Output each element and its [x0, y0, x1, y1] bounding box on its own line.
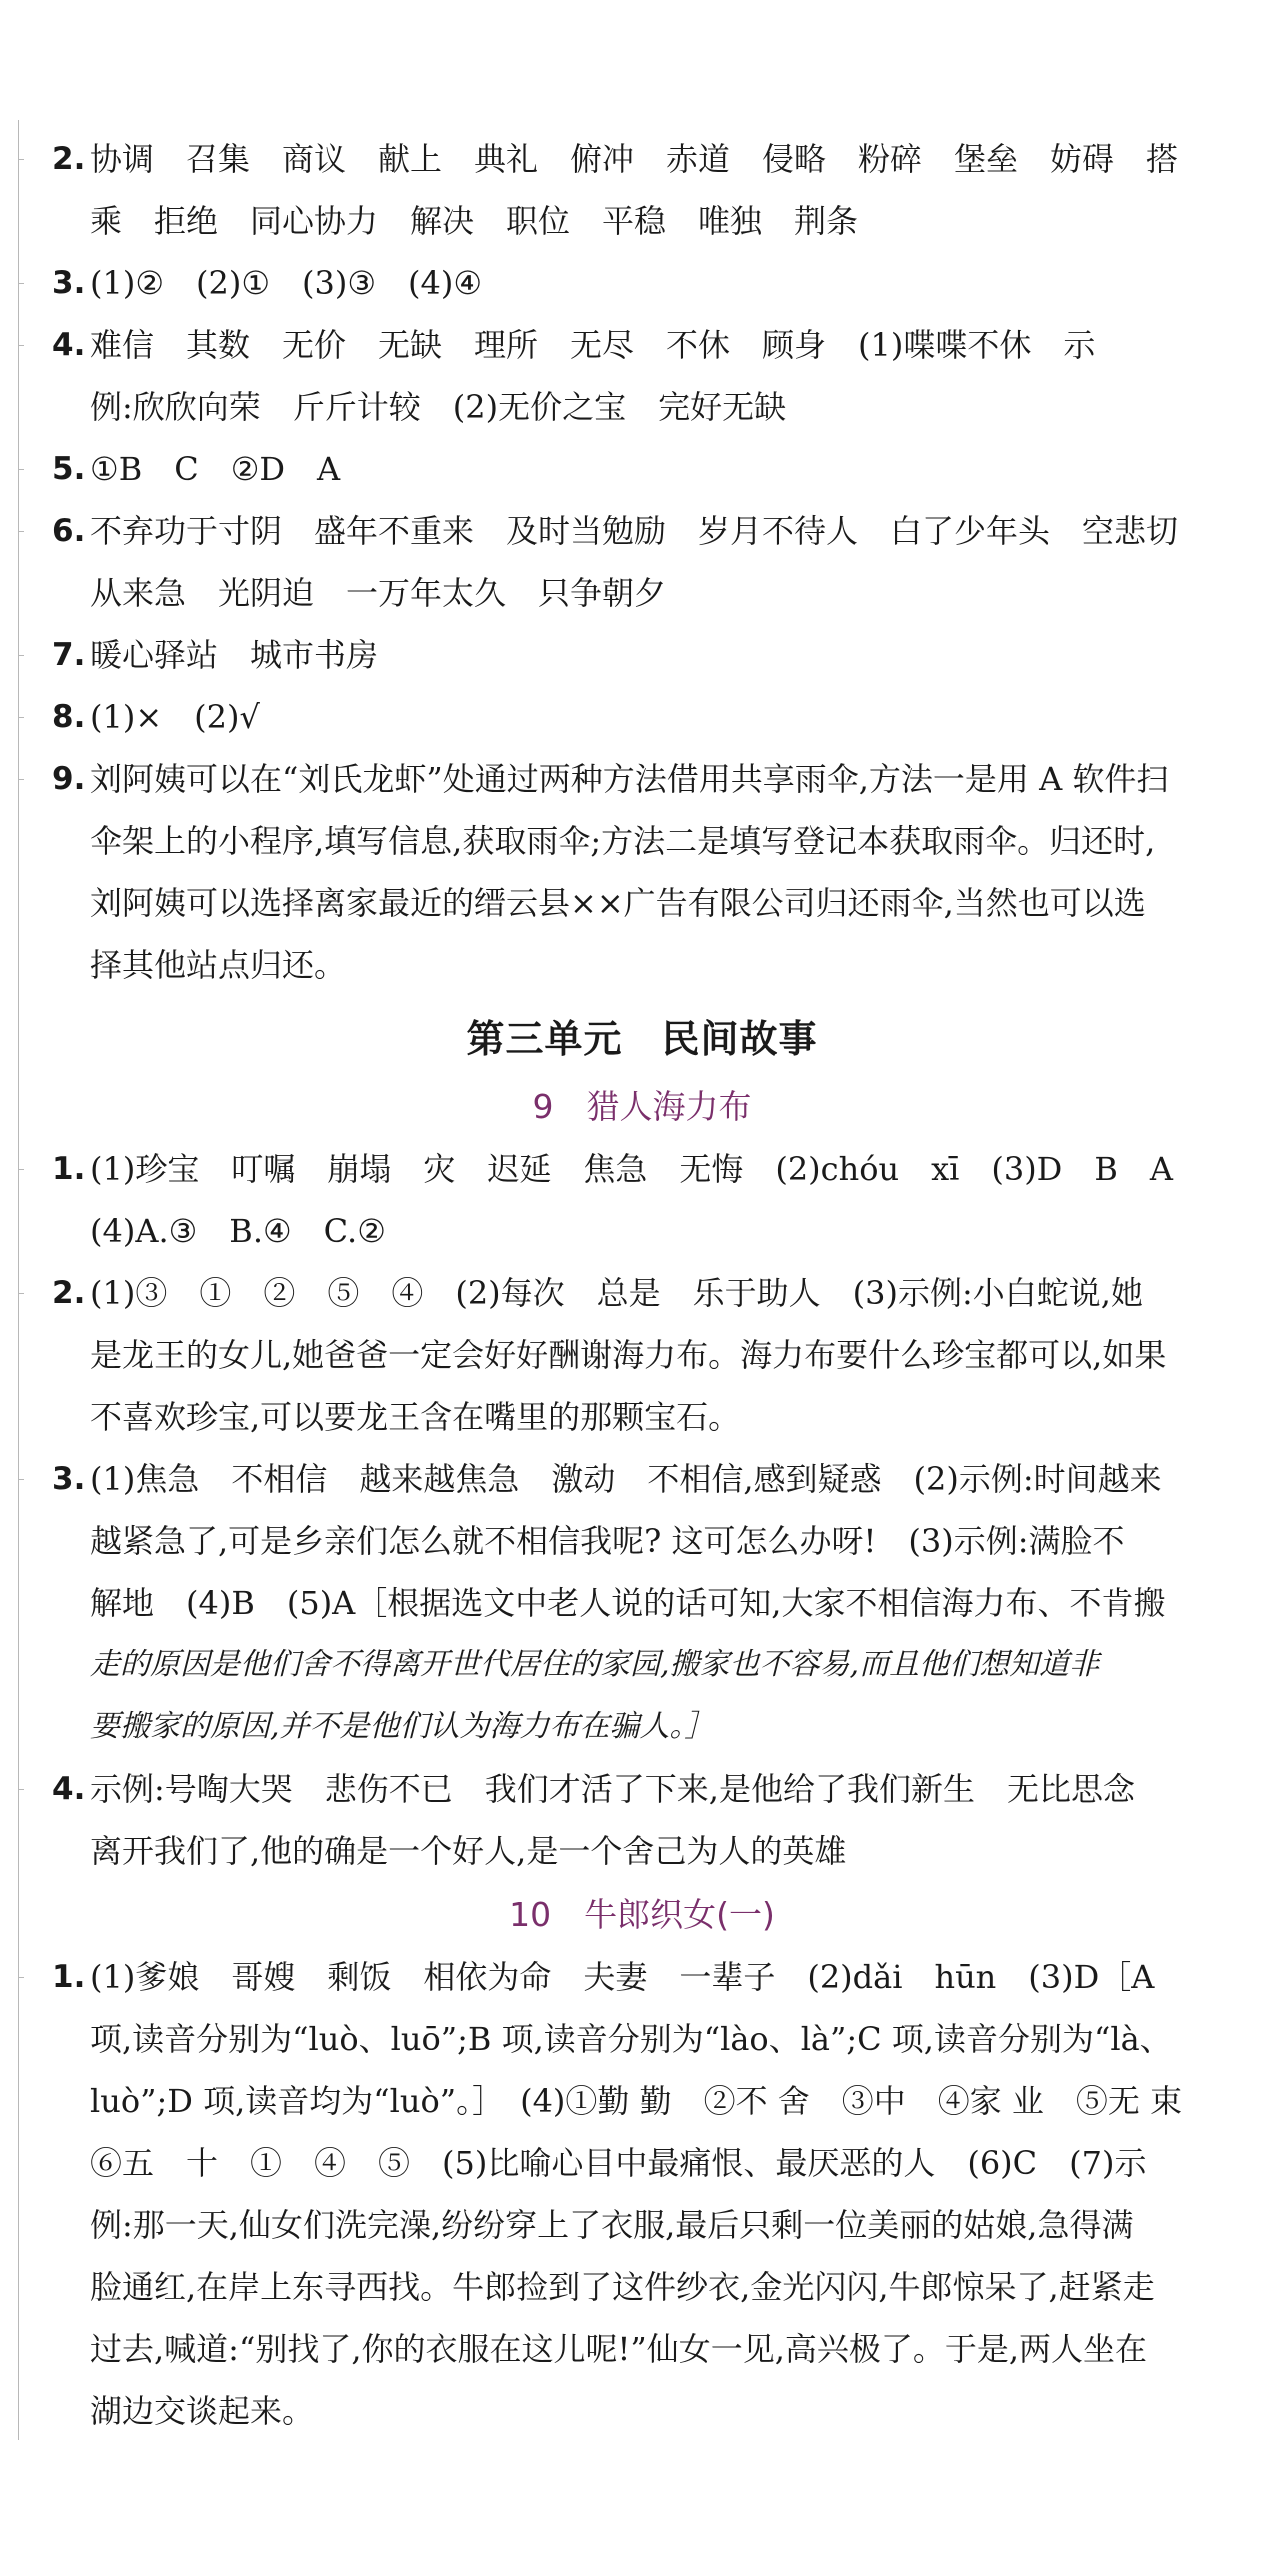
answer-line: 协调 召集 商议 献上 典礼 俯冲 赤道 侵略 粉碎 堡垒 妨碍 搭: [90, 140, 1179, 178]
section-prev-unit-answers: [52, 128, 1232, 996]
item-number: 1.: [52, 1959, 86, 1995]
answer-line: 要搬家的原因,并不是他们认为海力布在骗人。］: [90, 1709, 715, 1744]
margin-tick: [18, 1293, 24, 1294]
answer-line: 例:那一天,仙女们洗完澡,纷纷穿上了衣服,最后只剩一位美丽的姑娘,急得满: [90, 2206, 1134, 2244]
lesson-9-answers: [52, 1138, 1232, 1882]
answer-line: (4)A.③ B.④ C.②: [90, 1212, 386, 1250]
answer-line: 不喜欢珍宝,可以要龙王含在嘴里的那颗宝石。: [90, 1398, 741, 1436]
answer-item: [52, 1262, 1232, 1448]
answer-line: 示例:号啕大哭 悲伤不已 我们才活了下来,是他给了我们新生 无比思念: [90, 1770, 1135, 1808]
answer-content: [52, 128, 1232, 2442]
margin-tick: [18, 1169, 24, 1170]
answer-line: 解地 (4)B (5)A［根据选文中老人说的话可知,大家不相信海力布、不肯搬: [90, 1584, 1166, 1622]
margin-tick: [18, 469, 24, 470]
answer-line: ①B C ②D A: [90, 450, 341, 488]
answer-line: 过去,喊道:“别找了,你的衣服在这儿呢!”仙女一见,高兴极了。于是,两人坐在: [90, 2330, 1148, 2368]
answer-line: 脸通红,在岸上东寻西找。牛郎捡到了这件纱衣,金光闪闪,牛郎惊呆了,赶紧走: [90, 2268, 1155, 2306]
margin-tick: [18, 1977, 24, 1978]
answer-line: (1)珍宝 叮嘱 崩塌 灾 迟延 焦急 无悔 (2)chóu xī (3)D B A: [90, 1150, 1173, 1188]
item-number: 3.: [52, 265, 86, 301]
answer-line: 例:欣欣向荣 斤斤计较 (2)无价之宝 完好无缺: [90, 388, 787, 426]
item-number: 1.: [52, 1151, 86, 1187]
margin-tick: [18, 1789, 24, 1790]
lesson-10-title: 10 牛郎织女(一): [509, 1895, 775, 1934]
item-number: 3.: [52, 1461, 86, 1497]
item-number: 4.: [52, 327, 86, 363]
answer-line: 走的原因是他们舍不得离开世代居住的家园,搬家也不容易,而且他们想知道非: [90, 1647, 1100, 1682]
margin-rule: [18, 120, 19, 2440]
answer-line: 伞架上的小程序,填写信息,获取雨伞;方法二是填写登记本获取雨伞。归还时,: [90, 822, 1156, 860]
answer-line: 不弃功于寸阴 盛年不重来 及时当勉励 岁月不待人 白了少年头 空悲切: [90, 512, 1179, 550]
answer-item: [52, 1138, 1232, 1262]
answer-line: 乘 拒绝 同心协力 解决 职位 平稳 唯独 荆条: [90, 202, 859, 240]
item-number: 2.: [52, 1275, 86, 1311]
answer-item: [52, 1448, 1232, 1758]
item-number: 5.: [52, 451, 86, 487]
margin-tick: [18, 655, 24, 656]
answer-line: (1)② (2)① (3)③ (4)④: [90, 264, 483, 302]
item-number: 2.: [52, 141, 86, 177]
answer-line: 刘阿姨可以选择离家最近的缙云县××广告有限公司归还雨伞,当然也可以选: [90, 884, 1146, 922]
answer-line: ⑥五 十 ① ④ ⑤ (5)比喻心目中最痛恨、最厌恶的人 (6)C (7)示: [90, 2144, 1147, 2182]
answer-line: (1)③ ① ② ⑤ ④ (2)每次 总是 乐于助人 (3)示例:小白蛇说,她: [90, 1274, 1143, 1312]
answer-line: 暖心驿站 城市书房: [90, 636, 379, 674]
item-number: 7.: [52, 637, 86, 673]
answer-line: 项,读音分别为“luò、luō”;B 项,读音分别为“lào、là”;C 项,读音分别为“là、: [90, 2020, 1172, 2058]
item-number: 9.: [52, 761, 86, 797]
margin-tick: [18, 717, 24, 718]
answer-line: 从来急 光阴迫 一万年太久 只争朝夕: [90, 574, 667, 612]
unit-title: 第三单元 民间故事: [466, 1017, 818, 1061]
answer-item: [52, 748, 1232, 996]
margin-tick: [18, 159, 24, 160]
answer-line: 离开我们了,他的确是一个好人,是一个舍己为人的英雄: [90, 1832, 847, 1870]
answer-line: 是龙王的女儿,她爸爸一定会好好酬谢海力布。海力布要什么珍宝都可以,如果: [90, 1336, 1167, 1374]
answer-line: 难信 其数 无价 无缺 理所 无尽 不休 顾身 (1)喋喋不休 示: [90, 326, 1096, 364]
answer-line: 刘阿姨可以在“刘氏龙虾”处通过两种方法借用共享雨伞,方法一是用 A 软件扫: [90, 760, 1169, 798]
answer-line: (1)爹娘 哥嫂 剩饭 相依为命 夫妻 一辈子 (2)dǎi hūn (3)D［A: [90, 1958, 1155, 1996]
item-number: 6.: [52, 513, 86, 549]
margin-tick: [18, 779, 24, 780]
answer-item: [52, 128, 1232, 252]
answer-item: [52, 686, 1232, 748]
answer-line: luò”;D 项,读音均为“luò”。］ (4)①勤 勤 ②不 舍 ③中 ④家 业 ⑤无 束: [90, 2082, 1183, 2120]
answer-item: [52, 438, 1232, 500]
lesson-10-answers: [52, 1946, 1232, 2442]
answer-line: 择其他站点归还。: [90, 946, 347, 984]
answer-item: [52, 252, 1232, 314]
item-number: 8.: [52, 699, 86, 735]
answer-item: [52, 1946, 1232, 2442]
answer-item: [52, 500, 1232, 624]
item-number: 4.: [52, 1771, 86, 1807]
answer-item: [52, 624, 1232, 686]
margin-tick: [18, 283, 24, 284]
answer-item: [52, 314, 1232, 438]
answer-line: (1)× (2)√: [90, 698, 260, 736]
margin-tick: [18, 531, 24, 532]
lesson-9-title: 9 猎人海力布: [532, 1087, 752, 1126]
answer-line: 湖边交谈起来。: [90, 2392, 315, 2430]
margin-tick: [18, 345, 24, 346]
margin-tick: [18, 1479, 24, 1480]
answer-item: [52, 1758, 1232, 1882]
answer-line: 越紧急了,可是乡亲们怎么就不相信我呢? 这可怎么办呀! (3)示例:满脸不: [90, 1522, 1125, 1560]
answer-line: (1)焦急 不相信 越来越焦急 激动 不相信,感到疑惑 (2)示例:时间越来: [90, 1460, 1162, 1498]
